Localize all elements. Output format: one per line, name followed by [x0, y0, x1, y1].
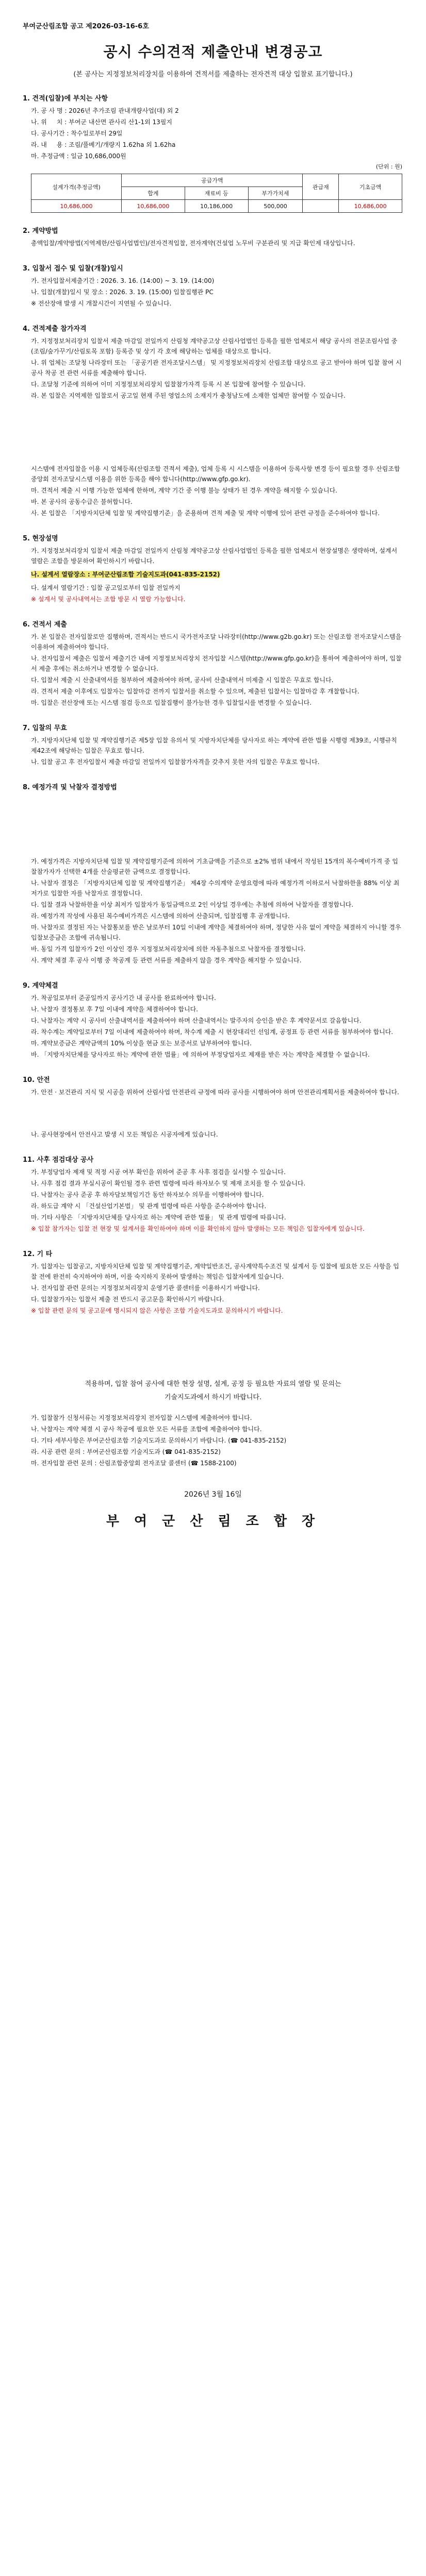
section-9-heading: 9. 계약체결 [23, 982, 58, 990]
table-subheader: 합계 [121, 187, 185, 200]
closing-item: 가. 입찰참가 신청서류는 지정정보처리장치 전자입찰 시스템에 제출하여야 합니다. [31, 1414, 252, 1421]
s9-item: 나. 낙찰자 결정통보 후 7일 이내에 계약을 체결하여야 합니다. [31, 1006, 198, 1013]
s7-item: 가. 지방자치단체 입찰 및 계약집행기준 제5장 입찰 유의서 및 지방자치단체를 당사자로 하는 계약에 관한 법률 시행령 제39조, 시행규칙 제42조에 해당하는 입찰은 무효로 합니다. [31, 737, 399, 754]
s9-item: 다. 낙찰자는 계약 시 공사비 산출내역서를 제출하여야 하며 산출내역서는 발주자의 승인을 받은 후 계약문서로 갈음합니다. [31, 1017, 362, 1024]
unit-label: (단위 : 원) [375, 163, 402, 170]
s11-warning: ※ 입찰 참가자는 입찰 전 현장 및 설계서를 확인하여야 하며 이를 확인하지 않아 발생하는 모든 책임은 입찰자에게 있습니다. [31, 1225, 365, 1232]
section-7-heading: 7. 입찰의 무효 [23, 724, 67, 732]
table-cell: 10,686,000 [121, 200, 185, 213]
s1-item: 나. 위 치 : 부여군 내산면 관사리 산1-1외 13필지 [31, 118, 172, 126]
section-2-heading: 2. 계약방법 [23, 227, 58, 235]
highlight-line [23, 569, 403, 580]
closing-item: 나. 낙찰자는 계약 체결 시 공사 착공에 필요한 모든 서류를 조합에 제출하여야 합니다. [31, 1426, 262, 1433]
table-cell [303, 200, 339, 213]
s7-item: 나. 입찰 공고 후 전자입찰서 제출 마감일 전일까지 입찰참가자격을 갖추지 못한 자의 입찰은 무효로 합니다. [31, 758, 320, 766]
s9-item: 바. 「지방자치단체를 당사자로 하는 계약에 관한 법률」에 의하여 부정당업자로 제재를 받은 자는 계약을 체결할 수 없습니다. [31, 1051, 370, 1058]
table-header: 관급재 [303, 174, 339, 200]
s11-item: 가. 부정당업자 제재 및 적정 시공 여부 확인을 위하여 준공 후 사후 점검을 실시할 수 있습니다. [31, 1168, 286, 1176]
section-3-heading: 3. 입찰서 접수 및 입찰(개찰)일시 [23, 265, 123, 273]
section-1-heading: 1. 견적(입찰)에 부치는 사항 [23, 95, 108, 103]
table-cell: 10,186,000 [185, 200, 248, 213]
section-11-heading: 11. 사후 점검대상 공사 [23, 1156, 94, 1164]
s6-item: 다. 입찰서 제출 시 산출내역서를 첨부하여 제출하여야 하며, 공사비 산출내역서 미제출 시 입찰은 무효로 합니다. [31, 676, 334, 684]
s11-item: 나. 사후 점검 결과 부실시공이 확인될 경우 관련 법령에 따라 하자보수 및 제재 조치를 할 수 있습니다. [31, 1180, 306, 1187]
s9-item: 가. 착공일로부터 준공일까지 공사기간 내 공사를 완료하여야 합니다. [31, 994, 216, 1002]
document-number: 부여군산림조합 공고 제2026-03-16-6호 [23, 23, 149, 30]
s4-item: 가. 지정정보처리장치 입찰서 제출 마감일 전일까지 산림청 계약공고상 산림사업법인 등록을 필한 업체로서 해당 공사의 전문조림사업 중 (조림/숲가꾸기/산림토목 포함) 등록증 및 상기 각 호에 해당하는 업체를 대상으로 합니다. [31, 337, 400, 355]
notice-date: 2026년 3월 16일 [184, 1490, 242, 1499]
table-cell: 10,686,000 [31, 200, 122, 213]
s6-item: 나. 전자입찰서 제출은 입찰서 제출기간 내에 지정정보처리장치 전자입찰 시스템(http://www.gfp.go.kr)을 통하여 제출하여야 하며, 입찰서 제출 후에는 취소하거나 변경할 수 없습니다. [31, 655, 402, 672]
s6-item: 라. 견적서 제출 이후에도 입찰자는 입찰마감 전까지 입찰서를 취소할 수 있으며, 제출된 입찰서는 입찰마감 후 개찰합니다. [31, 688, 359, 695]
s1-item: 가. 공 사 명 : 2026년 추가조림 관내개량사업(대) 외 2 [31, 107, 179, 114]
s8-paragraph: 라. 예정가격 작성에 사용된 복수예비가격은 시스템에 의하여 산출되며, 입찰집행 후 공개합니다. [31, 912, 290, 920]
s3-item: ※ 전산장애 발생 시 개찰시간이 지연될 수 있습니다. [31, 300, 172, 307]
s5-warning: ※ 설계서 및 공사내역서는 조합 방문 시 열람 가능합니다. [31, 596, 186, 603]
s1-item: 라. 내 용 : 조림/풀베기/개량지 1.62ha 외 1.62ha [31, 141, 176, 148]
closing-item: 라. 시공 관련 문의 : 부여군산림조합 기술지도과 (☎ 041-835-2152) [31, 1448, 221, 1455]
page-subtitle: (본 공사는 지정정보처리장치를 이용하여 견적서를 제출하는 전자견적 대상 입찰로 표기합니다.) [73, 71, 353, 78]
s8-paragraph: 사. 계약 체결 후 공사 이행 중 착공계 등 관련 서류를 제출하지 않을 경우 계약을 해지할 수 있습니다. [31, 957, 302, 964]
s4-paragraph: 사. 본 입찰은 「지방자치단체 입찰 및 계약집행기준」을 준용하며 견적 제출 및 계약 이행에 있어 관련 규정을 준수하여야 합니다. [31, 510, 380, 517]
table-subheader: 부가가치세 [248, 187, 303, 200]
signer-name: 부 여 군 산 림 조 합 장 [106, 1514, 320, 1529]
s6-item: 마. 입찰은 전산장애 또는 시스템 점검 등으로 입찰집행이 불가능한 경우 입찰일시를 변경할 수 있습니다. [31, 699, 312, 706]
section-6-heading: 6. 견적서 제출 [23, 621, 67, 629]
closing-item: 마. 전자입찰 관련 문의 : 산림조합중앙회 전자조달 콜센터 (☎ 1588-2100) [31, 1460, 237, 1467]
table-cell: 10,686,000 [339, 200, 402, 213]
s9-item: 마. 계약보증금은 계약금액의 10% 이상을 현금 또는 보증서로 납부하여야 합니다. [31, 1040, 252, 1047]
table-header: 공급가액 [121, 174, 303, 187]
s10-item: 가. 안전 · 보건관리 지식 및 시공을 위하여 산림사업 안전관리 규정에 따라 공사를 시행하여야 하며 안전관리계획서를 제출하여야 합니다. [31, 1089, 399, 1096]
s12-warning: ※ 입찰 관련 문의 및 공고문에 명시되지 않은 사항은 조합 기술지도과로 문의하시기 바랍니다. [31, 1307, 283, 1314]
table-cell: 500,000 [248, 200, 303, 213]
s11-item: 다. 낙찰자는 공사 준공 후 하자담보책임기간 동안 하자보수 의무를 이행하여야 합니다. [31, 1191, 264, 1198]
s12-item: 나. 전자입찰 관련 문의는 지정정보처리장치 운영기관 콜센터를 이용하시기 바랍니다. [31, 1284, 260, 1292]
s4-item: 라. 본 입찰은 지역제한 입찰로서 공고일 현재 주된 영업소의 소재지가 충청남도에 소재한 업체만 참여할 수 있습니다. [31, 392, 346, 399]
table-header: 설계가격(추정금액) [31, 174, 122, 200]
closing-item: 다. 기타 세부사항은 부여군산림조합 기술지도과로 문의하시기 바랍니다. (☎ 041-835-2152) [31, 1437, 287, 1444]
table-header: 기초금액 [339, 174, 402, 200]
s12-item: 가. 입찰자는 입찰공고, 지방자치단체 입찰 및 계약집행기준, 계약일반조건, 공사계약특수조건 및 설계서 등 입찰에 필요한 모든 사항을 입찰 전에 완전히 숙지하여야 하며, 이를 숙지하지 못하여 발생하는 책임은 입찰자에게 있습니다. [31, 1263, 399, 1280]
s5-item: 다. 설계서 열람기간 : 입찰 공고일로부터 입찰 전일까지 [31, 584, 181, 591]
s9-item: 라. 착수계는 계약일로부터 7일 이내에 제출하여야 하며, 착수계 제출 시 현장대리인 선임계, 공정표 등 관련 서류를 첨부하여야 합니다. [31, 1028, 394, 1036]
s4-paragraph: 시스템에 전자입찰을 이용 시 업체등록(산림조합 견적서 제출), 업체 등록 시 시스템을 이용하여 등록사항 변경 등이 필요할 경우 산림조합중앙회 전자조달시스템 이용을 위한 등록을 해야 합니다(http://www.gfp.go.kr). [31, 465, 400, 483]
s3-item: 나. 입찰(개찰)일시 및 장소 : 2026. 3. 19. (15:00) 입찰집행관 PC [31, 289, 214, 296]
section-5-heading: 5. 현장설명 [23, 535, 58, 543]
s1-item: 마. 추정금액 : 일금 10,686,000원 [31, 152, 126, 160]
s8-paragraph: 나. 낙찰자 결정은 「지방자치단체 입찰 및 계약집행기준」 제4장 수의계약 운영요령에 따라 예정가격 이하로서 낙찰하한율 88% 이상 최저가로 입찰한 자를 낙찰자로 결정합니다. [31, 879, 400, 897]
price-table [31, 174, 402, 213]
s8-paragraph: 마. 낙찰자로 결정된 자는 낙찰통보를 받은 날로부터 10일 이내에 계약을 체결하여야 하며, 정당한 사유 없이 계약을 체결하지 아니할 경우 입찰보증금은 조합에 귀속됩니다. [31, 924, 403, 941]
s11-item: 라. 하도급 계약 시 「건설산업기본법」 및 관계 법령에 따른 사항을 준수하여야 합니다. [31, 1202, 267, 1210]
s4-item: 나. 위 업체는 조달청 나라장터 또는 「공공기관 전자조달시스템」 및 지정정보처리장치 산림조합 대상으로 공고 받아야 하며 입찰 참여 시 공사 착공 전 관련 서류를 제출해야 합니다. [31, 359, 404, 377]
page-title: 공시 수의견적 제출안내 변경공고 [103, 43, 323, 60]
s5-item: 가. 지정정보처리장치 입찰서 제출 마감일 전일까지 산림청 계약공고상 산림사업법인 등록을 필한 업체로서 현장설명은 생략하며, 설계서 열람은 조합을 방문하여 확인하시기 바랍니다. [31, 547, 400, 565]
s6-item: 가. 본 입찰은 전자입찰로만 집행하며, 견적서는 반드시 국가전자조달 나라장터(http://www.g2b.go.kr) 또는 산림조합 전자조달시스템을 이용하여 제출하여야 합니다. [31, 633, 404, 651]
s4-paragraph: 바. 본 공사의 공동수급은 불허합니다. [31, 498, 133, 505]
section-12-heading: 12. 기 타 [23, 1250, 53, 1258]
section-10-heading: 10. 안전 [23, 1076, 50, 1084]
s8-paragraph: 다. 입찰 결과 낙찰하한율 이상 최저가 입찰자가 동일금액으로 2인 이상일 경우에는 추첨에 의하여 낙찰자를 결정합니다. [31, 901, 354, 908]
closing-line: 적용하며, 입찰 참여 공사에 대한 현장 설명, 설계, 공정 등 필요한 자료의 열람 및 문의는 [85, 1380, 341, 1388]
s10-item: 나. 공사현장에서 안전사고 발생 시 모든 책임은 시공자에게 있습니다. [31, 1131, 218, 1138]
s8-paragraph: 바. 동일 가격 입찰자가 2인 이상인 경우 지정정보처리장치에 의한 자동추첨으로 낙찰자를 결정합니다. [31, 945, 306, 953]
section-8-heading: 8. 예정가격 및 낙찰자 결정방법 [23, 784, 117, 791]
s4-item: 다. 조달청 기준에 의하여 이미 지정정보처리장치 입찰참가자격 등록 시 본 입찰에 참여할 수 있습니다. [31, 381, 306, 388]
s8-paragraph: 가. 예정가격은 지방자치단체 입찰 및 계약집행기준에 의하여 기초금액을 기준으로 ±2% 범위 내에서 작성된 15개의 복수예비가격 중 입찰참가자가 선택한 4개를 산술평균한 금액으로 결정합니다. [31, 858, 398, 875]
s12-item: 다. 입찰참가자는 입찰서 제출 전 반드시 공고문을 확인하시기 바랍니다. [31, 1296, 224, 1303]
table-subheader: 재료비 등 [185, 187, 248, 200]
s11-item: 마. 기타 사항은 「지방자치단체를 당사자로 하는 계약에 관한 법률」 및 관계 법령에 따릅니다. [31, 1214, 286, 1221]
s3-item: 가. 전자입찰서제출기간 : 2026. 3. 16. (14:00) ~ 3. 19. (14:00) [31, 277, 215, 284]
design-view-location: 나. 설계서 열람장소 : 부여군산림조합 기술지도과(041-835-2152) [31, 571, 220, 578]
s1-item: 다. 공사기간 : 착수일로부터 29일 [31, 130, 123, 137]
s4-paragraph: 마. 견적서 제출 시 이행 가능한 업체에 한하며, 계약 기간 중 이행 불능 상태가 된 경우 계약을 해지할 수 있습니다. [31, 487, 337, 494]
s2-item: 총액입찰/계약방법(지역제한/산림사업법인)/전자견적입찰, 전자계약(건설업 노무비 구분관리 및 지급 확인제 대상입니다. [31, 240, 355, 247]
section-4-heading: 4. 견적제출 참가자격 [23, 325, 87, 333]
closing-line: 기술지도과에서 하시기 바랍니다. [164, 1394, 262, 1401]
